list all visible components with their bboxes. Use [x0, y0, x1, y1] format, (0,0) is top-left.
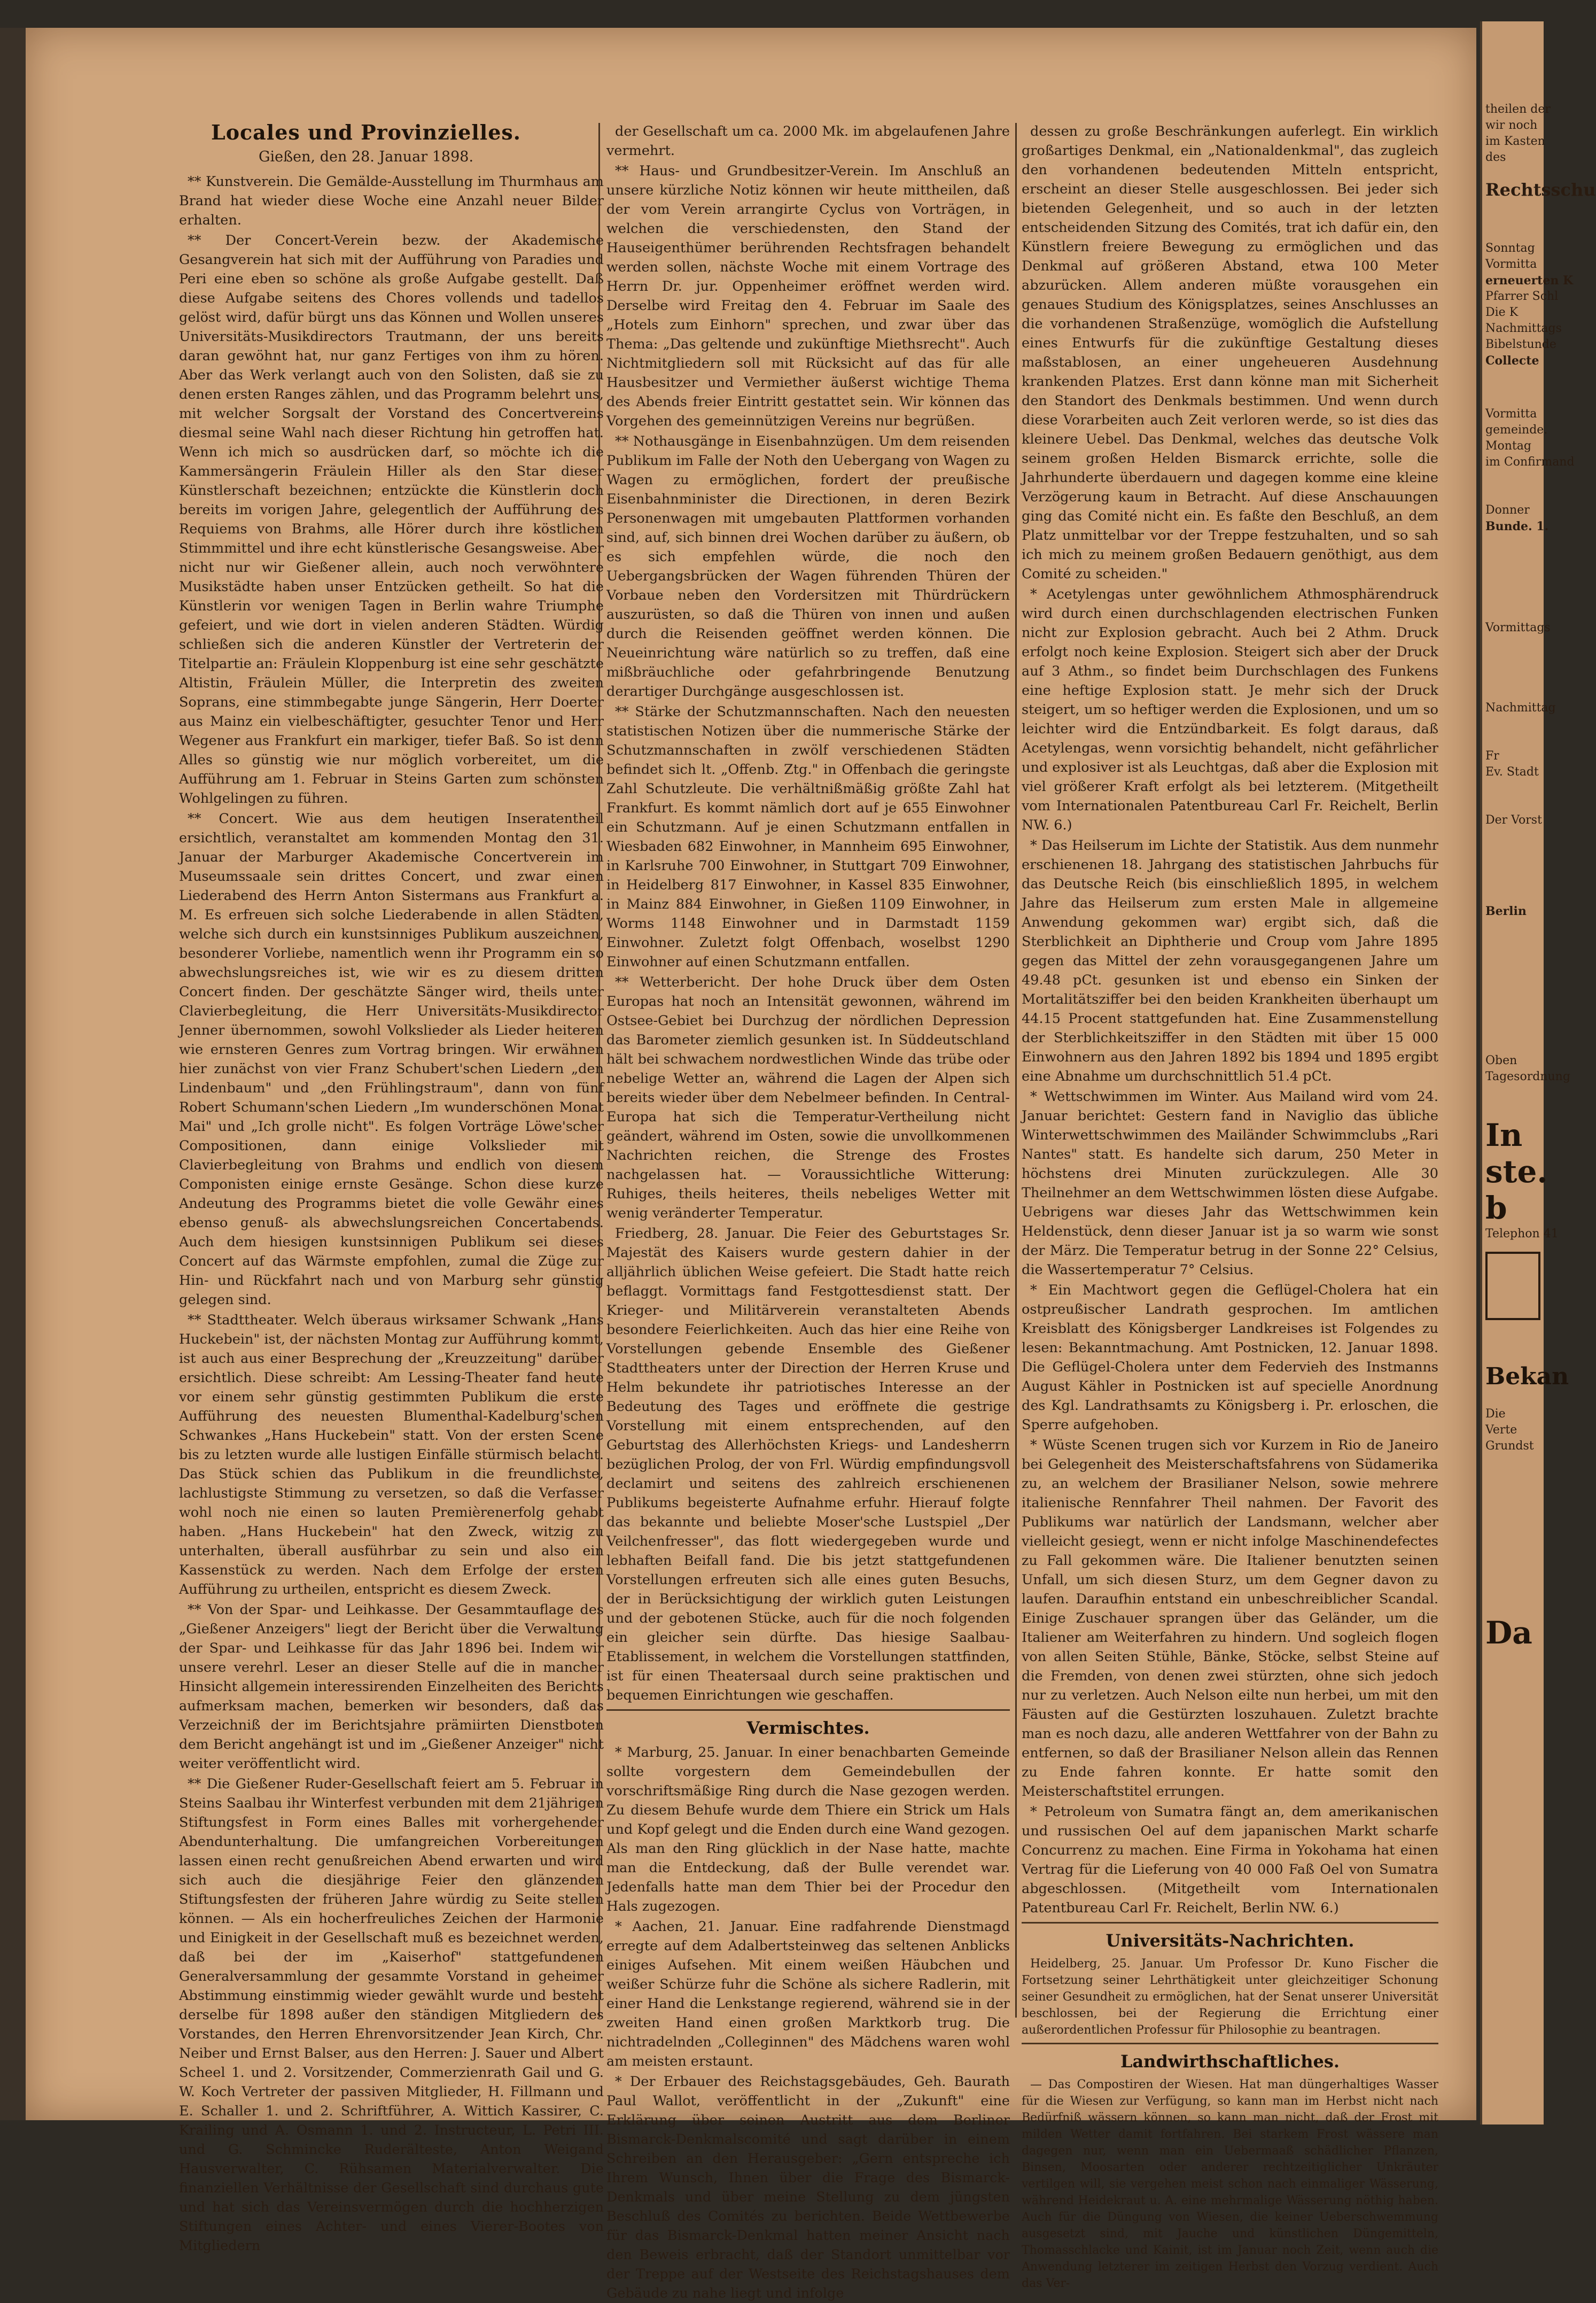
article-paragraph: ** Stärke der Schutzmannschaften. Nach den neuesten statistischen Notizen über die nummerische Stärke der Schutzmannschaften in zwölf verschiedenen Städten befindet sich lt. „Offenb. Ztg." in Offenbach die geringste Zahl Schutzleute. Die verhältnißmäßig größte Zahl hat Frankfurt. Es kommt nämlich dort auf je 655 Einwohner ein Schutzmann. Auf je einen Schutzmann entfallen in Wiesbaden 682 Einwohner, in Mannheim 695 Einwohner, in Karlsruhe 700 Einwohner, in Stuttgart 709 Einwohner, in Heidelberg 817 Einwohner, in Kassel 835 Einwohner, in Mainz 884 Einwohner, in Gießen 1109 Einwohner, in Worms 1148 Einwohner und in Darmstadt 1159 Einwohner. Zuletzt folgt Offenbach, woselbst 1290 Einwohner auf einen Schutzmann entfallen.: [606, 704, 1010, 970]
fragment-line: des: [1485, 151, 1506, 164]
fragment-line: Vormittags: [1485, 621, 1551, 634]
dateline: Gießen, den 28. Januar 1898.: [258, 149, 474, 165]
section-heading-landwirth: Landwirthschaftliches.: [1120, 2051, 1340, 2072]
article-paragraph: * Petroleum von Sumatra fängt an, dem amerikanischen und russischen Oel auf dem japanischen Markt scharfe Concurrenz zu machen. Eine Firma in Yokohama hat einen Vertrag für die Lieferung von 40 000 Faß Oel von Sumatra abgeschlossen. (Mitgetheilt vom Internationalen Patentbureau Carl Fr. Reichelt, Berlin NW. 6.): [1022, 1804, 1438, 1916]
adjacent-page-fragment: [1480, 21, 1596, 2124]
article-paragraph: * Das Heilserum im Lichte der Statistik. Aus dem nunmehr erschienenen 18. Jahrgang des statistischen Jahrbuchs für das Deutsche Reich (bis einschließlich 1895, in welchem Jahre das Heilserum zum ersten Male in allgemeine Anwendung gekommen war) ergibt sich, daß die Sterblichkeit an Diphtherie und Croup vom Jahre 1895 gegen das Mittel der zehn vorausgegangenen Jahre um 49.48 pCt. gesunken ist und ebenso ein Sinken der Mortalitätsziffer bei den beiden Krankheiten überhaupt um 44.15 Procent stattgefunden hat. Eine Zusammenstellung der Sterblichkeitsziffer in den Städten mit über 15 000 Einwohnern aus den Jahren 1892 bis 1894 und 1895 ergibt eine Abnahme um durchschnittlich 51.4 pCt.: [1022, 838, 1438, 1084]
article-paragraph: — Das Compostiren der Wiesen. Hat man düngerhaltiges Wasser für die Wiesen zur Verfügung, so kann man im Herbst nicht nach Bedürfniß wässern können, so kann man nicht, daß der Frost mit milden Wetter damit fortfahren. Bei starkem Frost wässere man dagegen nur, wenn man ein Uebermaaß schädlicher Pflanzen, Binsen, Moosarten oder anderer rechtzeitiglicher Unkräuter vertilgen will, sie vergehen meist schon nach einmaliger Wässerung, während Heidekraut u. A. eine mehrmalige Wässerung nöthig haben. Auch für die Düngung von Wiesen, die keiner Ueberschwemmung ausgesetzt sind, mit Jauche und künstlichen Düngemitteln, Thomasschlacke und Kainit, ist im Januar noch Zeit, wenn auch die Anwendung letzterer im zeitigen Herbst den Vorzug verdient. Auch das Ver-: [1022, 2078, 1438, 2290]
article-paragraph: ** Die Gießener Ruder-Gesellschaft feiert am 5. Februar in Steins Saalbau ihr Winterfest verbunden mit dem 21jährigen Stiftungsfest in Form eines Balles mit vorhergehender Abendunterhaltung. Die umfangreichen Vorbereitungen lassen einen recht genußreichen Abend erwarten und wird sich auch die diesjährige Feier den glänzenden Stiftungsfesten der früheren Jahre würdig zu Seite stellen können. — Als ein hocherfreuliches Zeichen der Harmonie und Einigkeit in der Gesellschaft muß es bezeichnet werden, daß bei der im „Kaiserhof" stattgefundenen Generalversammlung der gesammte Vorstand in geheimer Abstimmung einstimmig wieder gewählt wurde und besteht derselbe für 1898 außer den ständigen Mitgliedern des Vorstandes, den Herren Ehrenvorsitzender Jean Kirch, Chr. Neiber und Ernst Balser, aus den Herren: J. Sauer und Albert Scheel 1. und 2. Vorsitzender, Commerzienrath Gail und G. W. Koch Vertreter der passiven Mitglieder, H. Fillmann und E. Schaller 1. und 2. Schriftführer, A. Wittich Kassirer, C. Krailing und A. Osmann 1. und 2. Instructeur, L. Petri III. und G. Schmincke Ruderälteste, Anton Weigand Hausverwalter, C. Rühsamen Materialverwalter. Die finanziellen Verhältnisse der Gesellschaft sind durchaus gute und hat sich das Vereinsvermögen durch die hochherzigen Stiftungen eines Achter- und eines Vierer-Bootes von Mitgliedern: [179, 1776, 604, 2254]
fragment-line: Vormitta: [1485, 258, 1537, 271]
section-heading-universitaet: Universitäts-Nachrichten.: [1105, 1930, 1354, 1951]
fragment-line: Verte: [1485, 1423, 1517, 1437]
fragment-line: Vormitta: [1485, 407, 1537, 421]
article-paragraph: * Wüste Scenen trugen sich vor Kurzem in Rio de Janeiro bei Gelegenheit des Meisterschaftsfahrens von Südamerika zu, an welchem der Brasilianer Nelson, sowie mehrere italienische Rennfahrer Theil nahmen. Der Favorit des Publikums war natürlich der Landsmann, welcher aber vielleicht gesiegt, wenn er nicht infolge Maschinendefectes zu Fall gekommen wäre. Die Italiener benutzten seinen Unfall, um sich diesen Sturz, um dem Gegner davon zu laufen. Daraufhin entstand ein unbeschreiblicher Scandal. Einige Zuschauer sprangen über das Geländer, um die Italiener am Weiterfahren zu hindern. Und sogleich flogen von allen Seiten Stühle, Bänke, Stöcke, selbst Steine auf die Fremden, von denen zwei stürzten, ohne sich jedoch nur zu verletzen. Auch Nelson eilte nun herbei, um mit den Fäusten auf die Gestürzten loszuhauen. Zuletzt brachte man es noch dazu, alle anderen Wettfahrer von der Bahn zu entfernen, so daß der Brasilianer Nelson allein das Rennen zu Ende fahren konnte. Er hatte somit den Meisterschaftstitel errungen.: [1022, 1437, 1438, 1800]
fragment-line: Nachmittag: [1485, 701, 1556, 715]
fragment-line: Oben: [1485, 1054, 1517, 1067]
article-paragraph: ** Kunstverein. Die Gemälde-Ausstellung im Thurmhaus am Brand hat wieder diese Woche eine Anzahl neuer Bilder erhalten.: [179, 174, 604, 228]
fragment-line: Grundst: [1485, 1439, 1534, 1453]
fragment-line: Sonntag: [1485, 242, 1535, 255]
section-heading-vermischtes: Vermischtes.: [746, 1718, 870, 1738]
article-paragraph: * Der Erbauer des Reichstagsgebäudes, Geh. Baurath Paul Wallot, veröffentlicht in der „Zukunft" eine Erklärung über seinen Austritt aus dem Berliner Bismarck-Denkmalscomité und sagt darüber in einem Schreiben an den Herausgeber: „Gern entspreche ich Ihrem Wunsch, Ihnen über die Frage des Bismarck-Denkmals und über meine Stellung zu dem jüngsten Beschluß des Comités zu berichten. Beide Wettbewerbe für das Bismarck-Denkmal hatten meiner Ansicht nach den Beweis erbracht, daß der Standort unmittelbar vor der Treppe auf der Westseite des Reichstagshauses dem Gebäude zu nahe liegt und infolge: [606, 2074, 1010, 2301]
column-rule: [1015, 123, 1017, 2018]
fragment-line: Die: [1485, 1407, 1506, 1421]
fragment-heading: In: [1485, 1117, 1523, 1153]
article-paragraph: * Ein Machtwort gegen die Geflügel-Cholera hat ein ostpreußischer Landrath gesprochen. Im amtlichen Kreisblatt des Königsberger Landkreises ist Folgendes zu lesen: Bekanntmachung. Amt Postnicken, 12. Januar 1898. Die Geflügel-Cholera unter dem Federvieh des Instmanns August Kähler in Postnicken ist auf specielle Anordnung des Kgl. Landrathsamts zu Königsberg i. Pr. erloschen, die Sperre aufgehoben.: [1022, 1282, 1438, 1433]
fragment-line: gemeinde.: [1485, 423, 1548, 437]
fragment-heading: Da: [1485, 1615, 1532, 1651]
article-paragraph: ** Nothausgänge in Eisenbahnzügen. Um dem reisenden Publikum im Falle der Noth den Uebergang von Wagen zu Wagen zu ermöglichen, fordert der preußische Eisenbahnminister die Directionen, in deren Bezirk Personenwagen mit umgebauten Plattformen vorhanden sind, auf, sich binnen drei Wochen darüber zu äußern, ob es sich empfehlen würde, die noch den Uebergangsbrücken der Wagen führenden Thüren der Vorbaue neben den Vordersitzen mit Thürdrückern auszurüsten, so daß die Thüren von innen und außen durch die Reisenden geöffnet werden können. Die Neueinrichtung wäre natürlich so zu treffen, daß eine mißbräuchliche oder gefahrbringende Benutzung derartiger Durchgänge ausgeschlossen ist.: [606, 433, 1010, 700]
book-binding: [0, 28, 26, 2120]
article-paragraph: der Gesellschaft um ca. 2000 Mk. im abgelaufenen Jahre vermehrt.: [606, 123, 1010, 159]
fragment-line: erneuerten K: [1485, 274, 1574, 288]
fragment-line: Montag: [1485, 439, 1531, 453]
article-paragraph: ** Stadttheater. Welch überaus wirksamer Schwank „Hans Huckebein" ist, der nächsten Montag zur Aufführung kommt, ist auch aus einer Besprechung der „Kreuzzeitung" darüber ersichtlich. Diese schreibt: Am Lessing-Theater fand heute vor einem sehr günstig gestimmten Publikum die erste Aufführung des neuesten Blumenthal-Kadelburg'schen Schwankes „Hans Huckebein" statt. Von der ersten Scene bis zu letzten wurde alle lustigen Einfälle stürmisch belacht. Das Stück schien das Publikum in die freundlichste, lachlustigste Stimmung zu versetzen, so daß die Verfasser wohl noch nie einen so lauten Premièrenerfolg gehabt haben. „Hans Huckebein" hat den Zweck, witzig zu unterhalten, überall ausführbar zu sein und also ein Kassenstück zu werden. Nach dem Erfolge der ersten Aufführung zu urtheilen, entspricht es diesem Zweck.: [179, 1312, 604, 1598]
fragment-line: wir noch: [1485, 119, 1538, 132]
column-2: [606, 122, 1010, 2301]
fragment-line: Pfarrer Schl: [1485, 290, 1559, 303]
fragment-line: theilen der: [1485, 103, 1551, 116]
article-paragraph: ** Der Concert-Verein bezw. der Akademische Gesangverein hat sich mit der Aufführung von Paradies und Peri eine eben so schöne als große Aufgabe gestellt. Daß diese Aufgabe seitens des Chores vollends und tadellos gelöst wird, dafür bürgt uns das Können und Wollen unseres Universitäts-Musikdirectors Trautmann, der uns bereits daran gewöhnt hat, nur ganz Fertiges von ihm zu hören. Aber das Werk verlangt auch von den Solisten, daß sie zu denen ersten Ranges zählen, und das Programm belehrt uns, mit welcher Sorgsalt der Vorstand des Concertvereins diesmal seine Wahl nach dieser Richtung hin getroffen hat. Wenn ich mich so ausdrücken darf, so möchte ich die Kammersängerin Fräulein Hiller als den Star dieser Künstlerschaft bezeichnen; entzückte die Künstlerin doch bereits im vorigen Jahre, gelegentlich der Aufführung des Requiems von Brahms, alle Hörer durch ihre köstlichen Stimmmittel und ihre echt künstlerische Gesangsweise. Aber nicht nur wir Gießener allein, auch noch verwöhntere Musikstädte haben unser Entzücken getheilt. So hat die Künstlerin vor wenigen Tagen in Berlin wahre Triumphe gefeiert, und wie dort in vielen anderen Städten. Würdig schließen sich die anderen Künstler der Vertreterin der Titelpartie an: Fräulein Kloppenburg ist eine sehr geschätzte Altistin, Fräulein Müller, die Interpretin des zweiten Soprans, eine stimmbegabte junge Sängerin, Herr Doerter aus Mainz ein vielbeschäftigter, gesuchter Tenor und Herr Wegener aus Frankfurt ein markiger, tiefer Baß. So ist denn Alles so günstig wie nur möglich vorbereitet, um die Aufführung am 1. Februar in Steins Garten zum schönsten Wohlgelingen zu führen.: [179, 232, 604, 807]
column-1: [179, 172, 604, 2254]
article-paragraph: ** Haus- und Grundbesitzer-Verein. Im Anschluß an unsere kürzliche Notiz können wir heute mittheilen, daß der vom Verein arrangirte Cyclus von Vorträgen, in welchen die verschiedensten, den Stand der Hauseigenthümer berührenden Rechtsfragen behandelt werden sollen, nächste Woche mit einem Vortrage des Herrn Dr. jur. Oppenheimer eröffnet werden wird. Derselbe wird Freitag den 4. Februar im Saale des „Hotels zum Einhorn" sprechen, und zwar über das Thema: „Das geltende und zukünftige Miethsrecht". Auch Nichtmitgliedern soll mit Rücksicht auf das für alle Hausbesitzer und Vermiether äußerst wichtige Thema des Abends freier Eintritt gestattet sein. Wir können das Vorgehen des gemeinnützigen Vereins nur begrüßen.: [606, 163, 1010, 429]
article-paragraph: ** Von der Spar- und Leihkasse. Der Gesammtauflage des „Gießener Anzeigers" liegt der Bericht über die Verwaltung der Spar- und Leihkasse für das Jahr 1896 bei. Indem wir unsere verehrl. Leser an dieser Stelle auf die in mancher Hinsicht allgemein interessirenden Einzelheiten des Berichts aufmerksam machen, bemerken wir besonders, daß das Verzeichniß der im Berichtsjahre prämiirten Dienstboten dem Bericht angehängt ist und im „Gießener Anzeiger" nicht weiter veröffentlicht wird.: [179, 1602, 604, 1772]
article-paragraph: * Acetylengas unter gewöhnlichem Athmosphärendruck wird durch einen durchschlagenden electrischen Funken nicht zur Explosion gebracht. Auch bei 2 Athm. Druck erfolgt noch keine Explosion. Steigert sich aber der Druck auf 3 Athm., so findet beim Durchschlagen des Funkens eine heftige Explosion statt. Je mehr sich der Druck steigert, um so heftiger werden die Explosionen, und um so leichter wird die Entzündbarkeit. Es folgt daraus, daß Acetylengas, wenn vorsichtig behandelt, nicht gefährlicher und explosiver ist als Leuchtgas, daß aber die Explosion mit viel größerer Kraft erfolgt als bei letzterem. (Mitgetheilt vom Internationalen Patentbureau Carl Fr. Reichelt, Berlin NW. 6.): [1022, 586, 1438, 833]
fragment-line: Telephon 41: [1485, 1227, 1559, 1240]
section-title: Locales und Provinzielles.: [211, 120, 521, 144]
article-paragraph: * Aachen, 21. Januar. Eine radfahrende Dienstmagd erregte auf dem Adalbertsteinweg das seltenen Anblicks einiges Aufsehen. Mit einem weißen Häubchen und weißer Schürze fuhr die Schöne als sichere Radlerin, mit einer Hand die Lenkstange regierend, während sie in der zweiten Hand einen großen Marktkorb trug. Die nichtradelnden „Colleginnen" des Mädchens waren wohl am meisten erstaunt.: [606, 1919, 1010, 2069]
fragment-line: Berlin: [1485, 904, 1527, 918]
fragment-line: Ev. Stadt: [1485, 765, 1539, 779]
fragment-line: Bibelstunde: [1485, 338, 1556, 351]
fragment-line: im Kasten: [1485, 135, 1545, 148]
fragment-line: Rechtsschu: [1485, 180, 1596, 200]
article-paragraph: Heidelberg, 25. Januar. Um Professor Dr. Kuno Fischer die Fortsetzung seiner Lehrthätigkeit unter gleichzeitiger Schonung seiner Gesundheit zu ermöglichen, hat der Senat unserer Universität beschlossen, bei der Regierung die Errichtung einer außerordentlichen Professur für Philosophie zu beantragen.: [1022, 1957, 1438, 2037]
article-paragraph: * Wettschwimmen im Winter. Aus Mailand wird vom 24. Januar berichtet: Gestern fand in Naviglio das übliche Winterwettschwimmen des Mailänder Schwimmclubs „Rari Nantes" statt. Es handelte sich darum, 250 Meter in höchstens drei Minuten zurückzulegen. Alle 30 Theilnehmer an dem Wettschwimmen lösten diese Aufgabe. Uebrigens war dieses Jahr das Wettschwimmen kein Heldenstück, denn dieser Januar ist ja so warm wie sonst der März. Die Temperatur betrug in der Sonne 22° Celsius, die Wassertemperatur 7° Celsius.: [1022, 1089, 1438, 1278]
fragment-line: Tagesordnung: [1485, 1070, 1570, 1083]
article-paragraph: ** Concert. Wie aus dem heutigen Inseratentheil ersichtlich, veranstaltet am kommenden Montag den 31. Januar der Marburger Akademische Concertverein im Museumssaale sein drittes Concert, und zwar einen Liederabend des Herrn Anton Sistermans aus Frankfurt a. M. Es erfreuen sich solche Liederabende in allen Städten, welche sich durch ein kunstsinniges Publikum auszeichnen, besonderer Vorliebe, namentlich wenn ihr Programm ein so abwechslungsreiches ist, wie wir es zu diesem dritten Concert finden. Der geschätzte Sänger wird, theils unter Clavierbegleitung, die Herr Universitäts-Musikdirector Jenner übernommen, sowohl Volkslieder als Lieder heiteren wie ernsteren Genres zum Vortrag bringen. Wir erwähnen hier zunächst von vier Franz Schubert'schen Liedern „den Lindenbaum" und „den Frühlingstraum", dann von fünf Robert Schumann'schen Liedern „Im wunderschönen Monat Mai" und „Ich grolle nicht". Es folgen Vorträge Löwe'scher Compositionen, dann einige Volkslieder mit Clavierbegleitung von Brahms und endlich von diesem Componisten einige ernste Gesänge. Schon diese kurze Andeutung des Programms bietet die volle Gewähr eines ebenso genuß- als abwechslungsreichen Concertabends. Auch dem hiesigen kunstsinnigen Publikum sei dieses Concert auf das Wärmste empfohlen, zumal die Züge zur Hin- und Rückfahrt nach und von Marburg sehr günstig gelegen sind.: [179, 811, 604, 1308]
fragment-line: Collecte: [1485, 354, 1539, 368]
fragment-line: Nachmittags: [1485, 322, 1562, 335]
fragment-line: Die K: [1485, 306, 1519, 319]
advert-box: [1485, 1252, 1540, 1320]
article-paragraph: ** Wetterbericht. Der hohe Druck über dem Osten Europas hat noch an Intensität gewonnen, während im Ostsee-Gebiet bei Durchzug der nördlichen Depression das Barometer ziemlich gesunken ist. In Süddeutschland hält bei schwachem nordwestlichen Winde das trübe oder nebelige Wetter an, während die Lagen der Alpen sich bereits wieder über dem Nebelmeer befinden. In Central-Europa hat sich die Temperatur-Vertheilung nicht geändert, während im Osten, sowie die unvollkommenen Nachrichten reichen, die Strenge des Frostes nachgelassen hat. — Voraussichtliche Witterung: Ruhiges, theils heiteres, theils nebeliges Wetter mit wenig veränderter Temperatur.: [606, 974, 1010, 1221]
fragment-line: Der Vorst: [1485, 813, 1542, 827]
article-paragraph: Friedberg, 28. Januar. Die Feier des Geburtstages Sr. Majestät des Kaisers wurde gestern dahier in der alljährlich üblichen Weise gefeiert. Die Stadt hatte reich beflaggt. Vormittags fand Festgottesdienst statt. Der Krieger- und Militärverein veranstalteten Abends besondere Feierlichkeiten. Auch das hier eine Reihe von Vorstellungen gebende Ensemble des Gießener Stadttheaters unter der Direction der Herren Kruse und Helm bekundete ihr patriotisches Interesse an der Bedeutung des Tages und eröffnete die gestrige Vorstellung mit einem entsprechenden, auf den Geburtstag des Allerhöchsten Kriegs- und Landesherrn bezüglichen Prolog, der von Frl. Würdig empfindungsvoll declamirt und seitens des zahlreich erschienenen Publikums begeisterte Aufnahme erfuhr. Hierauf folgte das bekannte und beliebte Moser'sche Lustspiel „Der Veilchenfresser", das flott wiedergegeben wurde und lebhaften Beifall fand. Die bis jetzt stattgefundenen Vorstellungen erfreuten sich alle eines guten Besuchs, der in Berücksichtigung der wirklich guten Leistungen und der gebotenen Stücke, auch für die noch folgenden ein gleicher sein dürfte. Das hiesige Saalbau-Etablissement, in welchem die Vorstellungen stattfinden, ist für einen Theatersaal durch seine praktischen und bequemen Einrichtungen wie geschaffen.: [606, 1226, 1010, 1703]
section-divider: [1022, 1922, 1438, 1924]
column-3: [1022, 122, 1438, 2290]
fragment-line: Donner: [1485, 503, 1530, 517]
fragment-heading: ste. b: [1485, 1153, 1548, 1226]
fragment-line: im Confirmand: [1485, 455, 1575, 469]
fragment-line: Fr: [1485, 749, 1499, 763]
fragment-heading: Bekan: [1485, 1363, 1569, 1390]
article-paragraph: dessen zu große Beschränkungen auferlegt. Ein wirklich großartiges Denkmal, ein „Nationaldenkmal", das zugleich den vorhandenen bedeutenden Mitteln entspricht, erscheint an dieser Stelle ausgeschlossen. Bei jeder sich bietenden Gelegenheit, und so auch in der letzten entscheidenden Sitzung des Comités, trat ich dafür ein, den Künstlern freiere Bewegung zu ermöglichen und das Denkmal auf größeren Abstand, etwa 100 Meter abzurücken. Allem anderen müßte vorausgehen ein genaues Studium des Königsplatzes, seines Anschlusses an die vorhandenen Straßenzüge, womöglich die Aufstellung eines Entwurfs für die zukünftige Gestaltung dieses maßstablosen, an einer ungeheueren Ausdehnung krankenden Platzes. Erst dann könne man mit Sicherheit den Standort des Denkmals bestimmen. Und wenn durch diese Vorarbeiten auch Zeit verloren werde, so ist dies das kleinere Uebel. Das Denkmal, welches das deutsche Volk seinem großen Helden Bismarck errichte, solle die Jahrhunderte überdauern und dagegen komme eine kleine Verzögerung kaum in Betracht. Auf diese Anschauungen ging das Comité nicht ein. Es faßte den Beschluß, an dem Platz unmittelbar vor der Treppe festzuhalten, und so sah ich mich zu meinem großen Bedauern genöthigt, aus dem Comité zu scheiden.": [1022, 123, 1438, 582]
fragment-line: Bunde. 1.: [1485, 519, 1549, 533]
section-divider: [606, 1709, 1010, 1711]
article-paragraph: * Marburg, 25. Januar. In einer benachbarten Gemeinde sollte vorgestern dem Gemeindebullen der vorschriftsmäßige Ring durch die Nase gezogen werden. Zu diesem Behufe wurde dem Thiere ein Strick um Hals und Kopf gelegt und die Enden durch eine Wand gezogen. Als man den Ring glücklich in der Nase hatte, machte man die Entdeckung, daß der Bulle verendet war. Jedenfalls hatte man dem Thier bei der Procedur den Hals zugezogen.: [606, 1744, 1010, 1914]
section-divider: [1022, 2043, 1438, 2044]
